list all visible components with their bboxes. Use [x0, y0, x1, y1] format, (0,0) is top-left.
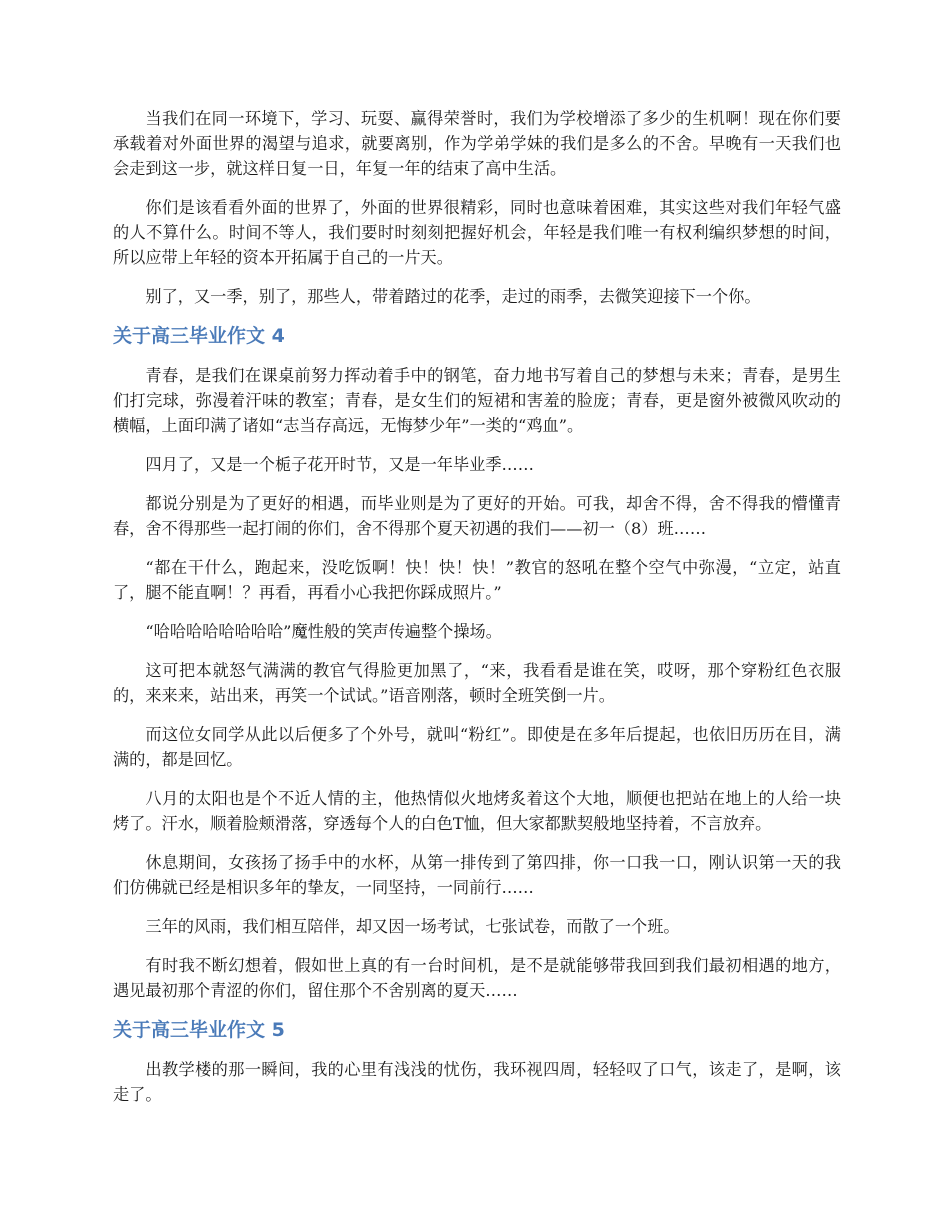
paragraph: 四月了，又是一个栀子花开时节，又是一年毕业季…… [145, 455, 534, 474]
paragraph: 别了，又一季，别了，那些人，带着踏过的花季，走过的雨季，去微笑迎接下一个你。 [145, 287, 761, 306]
section-heading-5: 关于高三毕业作文 5 [113, 1019, 285, 1041]
paragraph: “都在干什么，跑起来，没吃饭啊！快！快！快！”教官的怒吼在整个空气中弥漫，“立定，站直了，腿不能直啊！？再看，再看小心我把你踩成照片。” [113, 558, 841, 602]
document-page [113, 106, 841, 1121]
section-heading-4: 关于高三毕业作文 4 [113, 325, 285, 347]
paragraph: 有时我不断幻想着，假如世上真的有一台时间机，是不是就能够带我回到我们最初相遇的地方，遇见最初那个青涩的你们，留住那个不舍别离的夏天…… [113, 956, 841, 1000]
paragraph: 青春，是我们在课桌前努力挥动着手中的钢笔，奋力地书写着自己的梦想与未来；青春，是男生们打完球，弥漫着汗味的教室；青春，是女生们的短裙和害羞的脸庞；青春，更是窗外被微风吹动的横幅，上面印满了诸如“志当存高远，无悔梦少年”一类的“鸡血”。 [113, 366, 841, 435]
paragraph: 八月的太阳也是个不近人情的主，他热情似火地烤炙着这个大地，顺便也把站在地上的人给一块烤了。汗水，顺着脸颊滑落，穿透每个人的白色T恤，但大家都默契般地坚持着，不言放弃。 [113, 789, 841, 833]
paragraph: 出教学楼的那一瞬间，我的心里有浅浅的忧伤，我环视四周，轻轻叹了口气，该走了，是啊，该走了。 [113, 1060, 841, 1104]
paragraph: 你们是该看看外面的世界了，外面的世界很精彩，同时也意味着困难，其实这些对我们年轻气盛的人不算什么。时间不等人，我们要时时刻刻把握好机会，年轻是我们唯一有权利编织梦想的时间，所以应带上年轻的资本开拓属于自己的一片天。 [113, 198, 841, 267]
paragraph: 当我们在同一环境下，学习、玩耍、赢得荣誉时，我们为学校增添了多少的生机啊！现在你们要承载着对外面世界的渴望与追求，就要离别，作为学弟学妹的我们是多么的不舍。早晚有一天我们也会走到这一步，就这样日复一日，年复一年的结束了高中生活。 [113, 109, 841, 178]
paragraph: 而这位女同学从此以后便多了个外号，就叫“粉红”。即使是在多年后提起，也依旧历历在目，满满的，都是回忆。 [113, 725, 841, 769]
paragraph: 休息期间，女孩扬了扬手中的水杯，从第一排传到了第四排，你一口我一口，刚认识第一天的我们仿佛就已经是相识多年的挚友，一同坚持，一同前行…… [113, 853, 841, 897]
paragraph: 三年的风雨，我们相互陪伴，却又因一场考试，七张试卷，而散了一个班。 [145, 917, 680, 936]
paragraph: “哈哈哈哈哈哈哈哈”魔性般的笑声传遍整个操场。 [145, 622, 502, 641]
paragraph: 都说分别是为了更好的相遇，而毕业则是为了更好的开始。可我，却舍不得，舍不得我的懵懂青春，舍不得那些一起打闹的你们，舍不得那个夏天初遇的我们——初一（8）班…… [113, 494, 841, 538]
paragraph: 这可把本就怒气满满的教官气得脸更加黑了，“来，我看看是谁在笑，哎呀，那个穿粉红色衣服的，来来来，站出来，再笑一个试试。”语音刚落，顿时全班笑倒一片。 [113, 661, 841, 705]
